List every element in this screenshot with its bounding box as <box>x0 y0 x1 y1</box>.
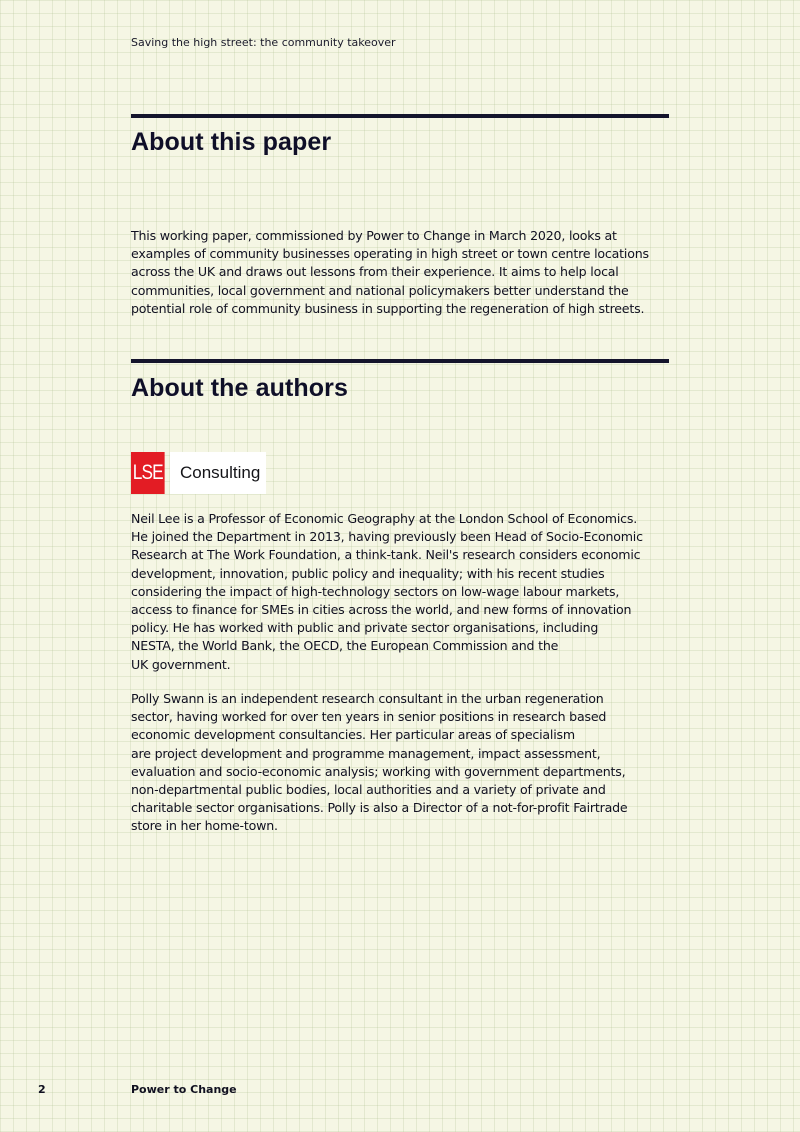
section-divider-about-paper <box>131 114 669 118</box>
paragraph-line: UK government. <box>131 656 231 672</box>
paragraph-line: considering the impact of high-technology sectors on low-wage labour markets, <box>131 583 620 599</box>
paragraph-line: Neil Lee is a Professor of Economic Geography at the London School of Economics. <box>131 511 638 526</box>
paragraph-line: across the UK and draws out lessons from their experience. It aims to help local <box>131 264 619 280</box>
about-paper-heading: About this paper <box>131 128 332 156</box>
paragraph-line: non-departmental public bodies, local authorities and a variety of private and <box>131 782 606 798</box>
paragraph-line: examples of community businesses operating in high street or town centre locations <box>131 246 649 262</box>
about-paper-paragraph <box>131 227 671 318</box>
paragraph-line: This working paper, commissioned by Power to Change in March 2020, looks at <box>131 228 617 243</box>
author-bio-neil-lee <box>131 510 671 674</box>
paragraph-line: charitable sector organisations. Polly is also a Director of a not-for-profit Fairtrade <box>131 800 628 816</box>
lse-logo-mark: LSE <box>131 452 165 494</box>
paragraph-line: evaluation and socio-economic analysis; working with government departments, <box>131 763 626 779</box>
paragraph-line: access to finance for SMEs in cities across the world, and new forms of innovation <box>131 602 632 618</box>
lse-consulting-logo <box>131 452 266 494</box>
paragraph-line: communities, local government and national policymakers better understand the <box>131 282 629 298</box>
paragraph-line: are project development and programme management, impact assessment, <box>131 745 601 761</box>
paragraph-line: economic development consultancies. Her particular areas of specialism <box>131 727 575 743</box>
footer-brand: Power to Change <box>131 1083 237 1096</box>
paragraph-line: policy. He has worked with public and private sector organisations, including <box>131 620 599 636</box>
paragraph-line: sector, having worked for over ten years in senior positions in research based <box>131 709 607 725</box>
running-header: Saving the high street: the community takeover <box>131 36 396 49</box>
about-authors-heading: About the authors <box>131 374 348 402</box>
page-number: 2 <box>38 1083 46 1096</box>
paragraph-line: Research at The Work Foundation, a think-tank. Neil's research considers economic <box>131 547 641 563</box>
paragraph-line: NESTA, the World Bank, the OECD, the European Commission and the <box>131 638 559 654</box>
author-bio-polly-swann <box>131 690 671 836</box>
paragraph-line: potential role of community business in supporting the regeneration of high streets. <box>131 300 645 316</box>
section-divider-about-authors <box>131 359 669 363</box>
paragraph-line: store in her home-town. <box>131 818 278 834</box>
paragraph-line: He joined the Department in 2013, having previously been Head of Socio-Economic <box>131 529 643 545</box>
paragraph-line: development, innovation, public policy and inequality; with his recent studies <box>131 565 605 581</box>
lse-logo-wordmark: Consulting <box>170 452 266 494</box>
paragraph-line: Polly Swann is an independent research consultant in the urban regeneration <box>131 691 604 706</box>
